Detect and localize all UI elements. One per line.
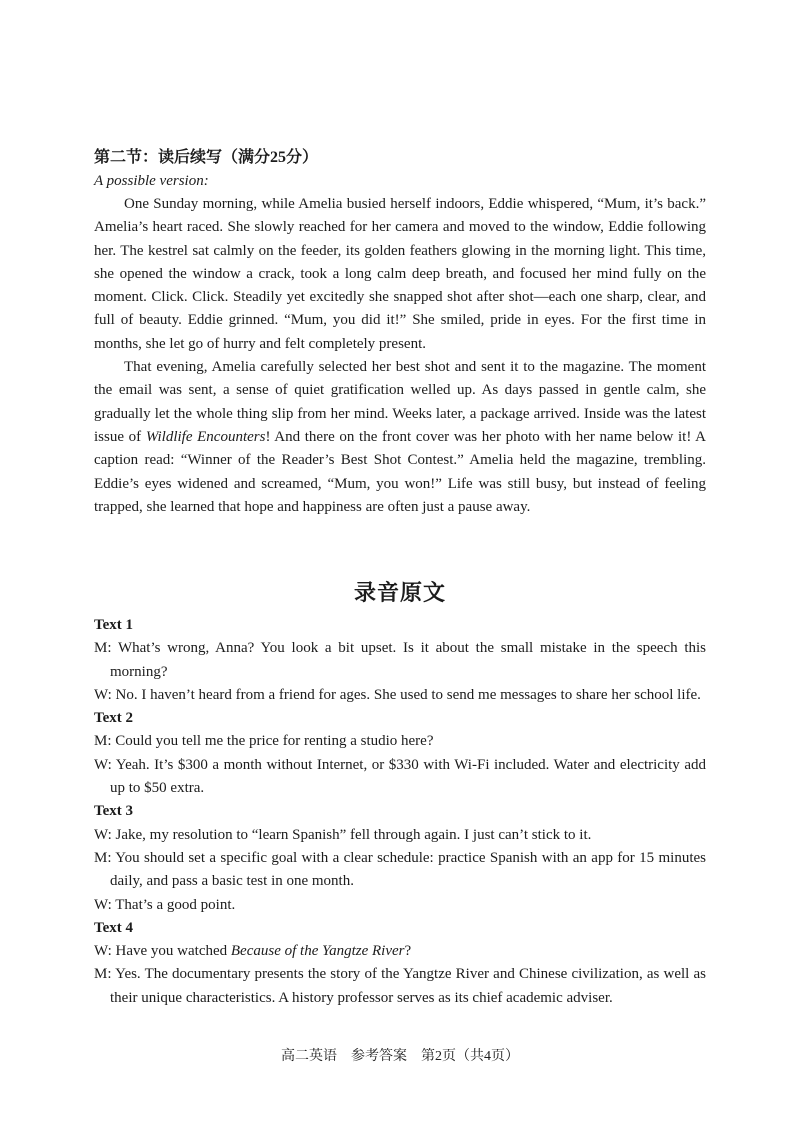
page-footer: 高二英语 参考答案 第2页（共4页） (281, 1049, 519, 1064)
writing-section (94, 146, 706, 519)
documentary-title: Because of the Yangtze River (230, 943, 405, 960)
text-3-line-1: W: Jake, my resolution to “learn Spanish” fell through again. I just can’t stick to it. (94, 826, 592, 843)
text-4-heading: Text 4 (94, 919, 134, 936)
version-label: A possible version: (94, 173, 209, 189)
magazine-title: Wildlife Encounters (145, 428, 266, 445)
text-1-line-2: W: No. I haven’t heard from a friend for ages. She used to send me messages to share her school life. (94, 686, 701, 703)
text-4-line-2: M: Yes. The documentary presents the story of the Yangtze River and Chinese civilization, as well as their unique characteristics. A history professor serves as its chief academic adviser. (94, 966, 706, 1006)
transcript-title: 录音原文 (353, 580, 446, 605)
text-3-line-3: W: That’s a good point. (94, 896, 236, 913)
text-2-line-2: W: Yeah. It’s $300 a month without Internet, or $330 with Wi-Fi included. Water and electricity add up to $50 extra. (94, 756, 706, 797)
paragraph-2-text-b: ! And there on the front cover was her photo with her name below it! A caption read: “Winner of the Reader’s Best Shot Contest.” Amelia held the magazine, trembling. Eddie’s eyes widened and screamed, “Mum, you won!” Life was still busy, but instead of feeling trapped, she learned that hope and happiness are often just a pause away. (94, 428, 706, 515)
text-3-line-2: M: You should set a specific goal with a clear schedule: practice Spanish with an app for 15 minutes daily, and pass a basic test in one month. (94, 849, 706, 890)
text-2-heading: Text 2 (94, 710, 134, 727)
essay-paragraph-2 (94, 356, 706, 519)
text-3-heading: Text 3 (94, 803, 134, 820)
text-1-line-1: M: What’s wrong, Anna? You look a bit upset. Is it about the small mistake in the speech this morning? (94, 640, 706, 680)
text-2-line-1: M: Could you tell me the price for renting a studio here? (94, 733, 434, 750)
transcript-section (94, 614, 706, 1010)
text-1-heading: Text 1 (94, 617, 134, 633)
essay-paragraph-1: One Sunday morning, while Amelia busied herself indoors, Eddie whispered, “Mum, it’s back.” Amelia’s heart raced. She slowly reached for her camera and moved to the window, Eddie following her. The kestrel sat calmly on the feeder, its golden feathers glowing in the morning light. This time, she opened the window a crack, took a long calm deep breath, and focused her mind fully on the moment. Click. Click. Steadily yet excitedly she snapped shot after shot—each one sharp, clear, and full of beauty. Eddie grinned. “Mum, you did it!” She smiled, pride in eyes. For the first time in months, she let go of hurry and felt completely present. (94, 196, 706, 352)
text-4-line-1 (94, 940, 706, 963)
text-4-line-1-a: W: Have you watched (94, 943, 231, 960)
section-heading: 第二节：读后续写（满分25分） (94, 149, 319, 166)
paragraph-2-text-a: That evening, Amelia carefully selected her best shot and sent it to the magazine. The moment the email was sent, a sense of quiet gratification welled up. As days passed in gentle calm, she gradually let the whole thing slip from her mind. Weeks later, a package arrived. Inside was the latest issue of (94, 359, 706, 445)
text-4-line-1-b: ? (404, 943, 412, 960)
